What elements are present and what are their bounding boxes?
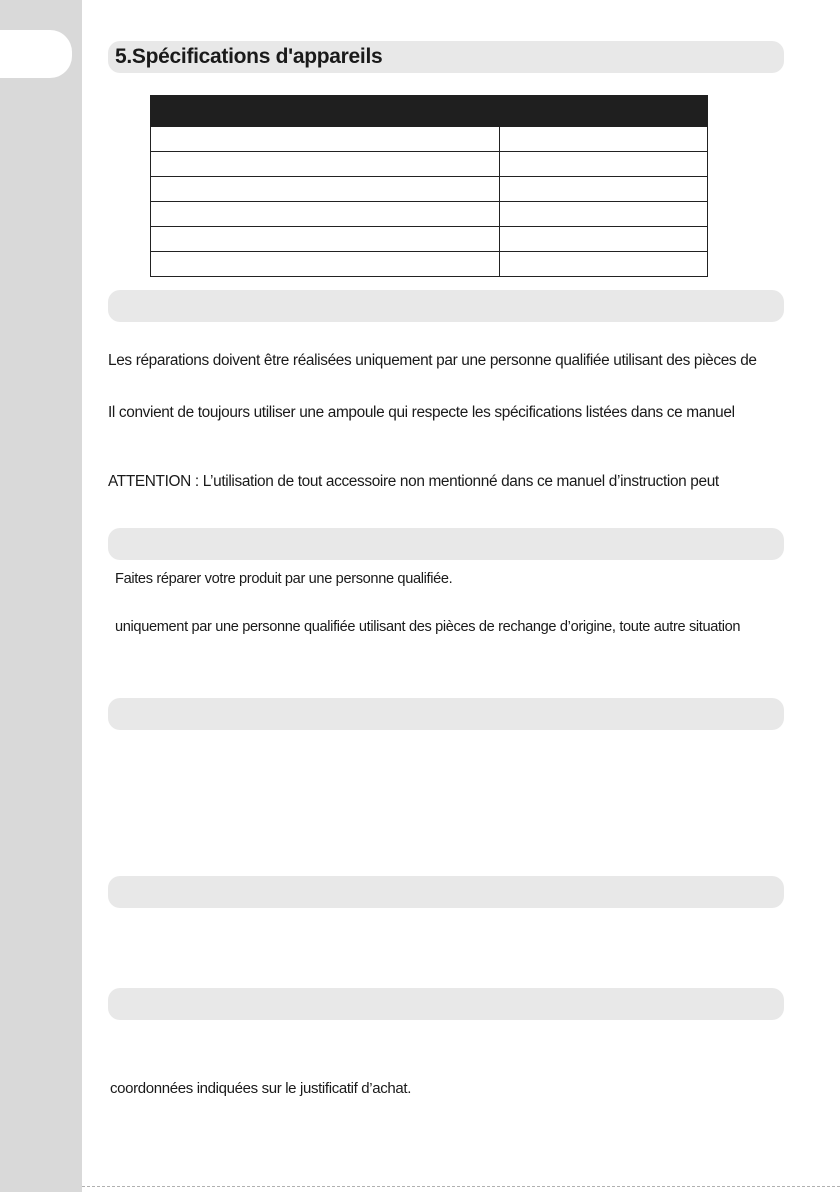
table-cell (151, 177, 500, 202)
paragraph-warning: ATTENTION : L’utilisation de tout accessoire non mentionné dans ce manuel d’instruction peut (108, 473, 719, 490)
paragraph-bulb: Il convient de toujours utiliser une ampoule qui respecte les spécifications listées dans ce manuel (108, 404, 735, 421)
paragraph-service: Faites réparer votre produit par une personne qualifiée. (115, 571, 453, 587)
spec-table (150, 95, 708, 277)
chapter-tab (0, 30, 72, 78)
table-header-cell (500, 96, 708, 127)
paragraph-original-parts: uniquement par une personne qualifiée utilisant des pièces de rechange d’origine, toute autre situation (115, 619, 741, 635)
table-cell (500, 202, 708, 227)
table-row (151, 252, 708, 277)
paragraph-contact: coordonnées indiquées sur le justificatif d’achat. (110, 1080, 412, 1097)
section-title: 5.Spécifications d'appareils (115, 45, 383, 68)
table-cell (500, 152, 708, 177)
table-cell (151, 202, 500, 227)
section-header-bar (108, 290, 784, 322)
table-row (151, 227, 708, 252)
section-header-bar (108, 876, 784, 908)
table-header-row (151, 96, 708, 127)
table-row (151, 127, 708, 152)
table-header-cell (151, 96, 500, 127)
table-cell (151, 127, 500, 152)
table-cell (500, 177, 708, 202)
table-row (151, 152, 708, 177)
table-cell (500, 252, 708, 277)
table-row (151, 202, 708, 227)
side-strip (0, 0, 82, 1192)
table-cell (500, 127, 708, 152)
section-header-bar (108, 698, 784, 730)
page-bottom-edge (82, 1186, 840, 1188)
table-cell (151, 227, 500, 252)
table-cell (500, 227, 708, 252)
section-header-bar (108, 988, 784, 1020)
section-header-bar (108, 528, 784, 560)
paragraph-repairs: Les réparations doivent être réalisées uniquement par une personne qualifiée utilisant des pièces de (108, 352, 757, 369)
table-cell (151, 252, 500, 277)
table-row (151, 177, 708, 202)
table-cell (151, 152, 500, 177)
